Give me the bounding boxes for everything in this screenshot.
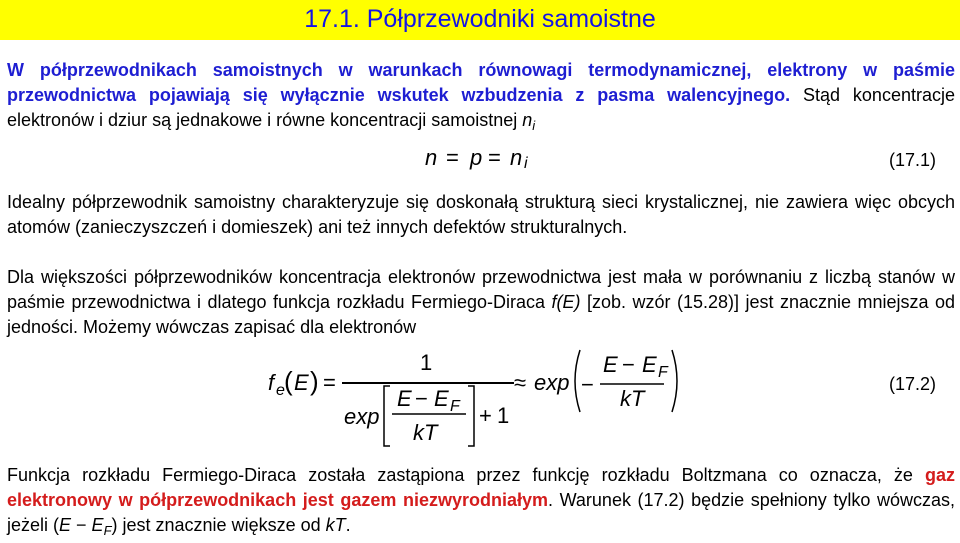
- eq1-equals-1: =: [446, 145, 459, 170]
- eq2-plus: +: [479, 403, 492, 428]
- eq2-plus-one: 1: [497, 403, 510, 428]
- intro-var: n: [522, 110, 533, 130]
- eq2-r-EF-sub: F: [658, 364, 668, 381]
- eq2-exp1: exp: [344, 404, 380, 429]
- eq2-rparen: ): [310, 366, 319, 396]
- eq2-r-EF: E: [642, 352, 657, 377]
- boltzmann-text-c: ) jest znacznie większe od: [111, 515, 321, 535]
- eq2-E: E: [294, 370, 309, 395]
- fermi-function: f(E): [551, 292, 581, 312]
- boltzmann-kT: kT: [325, 515, 346, 535]
- boltzmann-EF: E: [91, 515, 104, 535]
- eq2-den-kT: kT: [413, 420, 438, 445]
- eq2-num-EF-sub: F: [450, 398, 460, 415]
- eq2-number: (17.2): [889, 374, 937, 394]
- boltzmann-text-b: . Warunek (17.2) będzie spełniony tylko wówczas, jeżeli (: [7, 490, 955, 535]
- title-bar: [0, 0, 960, 40]
- paragraph-fermi: [7, 265, 955, 340]
- boltzmann-end: .: [345, 515, 351, 535]
- boltzmann-text-a: Funkcja rozkładu Fermiego-Diraca została zastąpiona przez funkcję rozkładu Boltzmana co oznacza, że: [7, 465, 913, 485]
- intro-text: Stąd koncentracje elektronów i dziur są jednakowe i równe koncentracji samoistnej: [7, 85, 955, 130]
- paragraph-intro: [7, 58, 955, 138]
- eq2-num-E: E: [397, 386, 412, 411]
- eq2-r-minus: −: [622, 352, 635, 377]
- eq2-f: f: [268, 370, 275, 395]
- boltzmann-EF-sub: F: [103, 523, 112, 538]
- paragraph-ideal: Idealny półprzewodnik samoistny charakteryzuje się doskonałą strukturą sieci krystalicznej, nie zawiera więc obcych atomów (zanieczyszczeń i domieszek) ani też innych defektów strukturalnych.: [7, 192, 955, 237]
- eq2-neg: −: [581, 372, 594, 397]
- eq2-one: 1: [420, 350, 433, 375]
- eq2-r-E: E: [603, 352, 618, 377]
- intro-var-sub: i: [532, 118, 536, 133]
- boltzmann-highlight: gaz elektronowy w półprzewodnikach jest gazem niezwyrodniałym: [7, 465, 955, 510]
- fermi-text-b: [zob. wzór (15.28)] jest znacznie mniejsza od jedności. Możemy wówczas zapisać dla elektronów: [7, 292, 955, 337]
- boltzmann-minus: −: [71, 515, 92, 535]
- eq2-equals: =: [323, 370, 336, 395]
- paragraph-boltzmann: [7, 463, 955, 543]
- eq2-exp2: exp: [534, 370, 570, 395]
- fermi-text-a: Dla większości półprzewodników koncentracja elektronów przewodnictwa jest mała w porównaniu z liczbą stanów w paśmie przewodnictwa i dlatego funkcja rozkładu Fermiego-Diraca: [7, 267, 955, 312]
- eq2-r-kT: kT: [620, 386, 645, 411]
- eq1-rhs-sub: i: [524, 155, 528, 172]
- boltzmann-E: E: [59, 515, 72, 535]
- eq1-number: (17.1): [889, 150, 937, 170]
- eq2-num-minus: −: [415, 386, 428, 411]
- page-title: 17.1. Półprzewodniki samoistne: [304, 5, 656, 33]
- eq2-f-sub: e: [276, 382, 285, 399]
- eq1-rhs: n: [510, 145, 523, 170]
- eq1-lhs: n: [425, 145, 438, 170]
- eq1-equals-2: =: [488, 145, 501, 170]
- eq2-approx: ≈: [514, 370, 527, 395]
- eq2-lparen: (: [284, 366, 293, 396]
- intro-bold-text: W półprzewodnikach samoistnych w warunkach równowagi termodynamicznej, elektrony w paśmie przewodnictwa pojawiają się wyłącznie wskutek wzbudzenia z pasma walencyjnego.: [7, 60, 955, 105]
- eq1-mid: p: [470, 145, 483, 170]
- eq2-num-EF: E: [434, 386, 449, 411]
